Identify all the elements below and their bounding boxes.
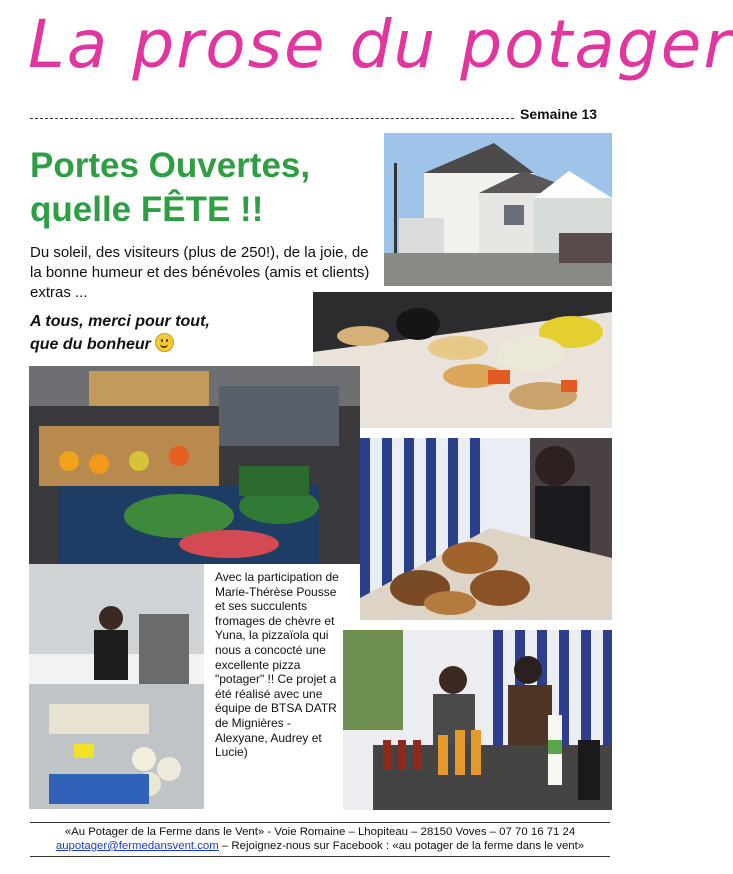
photo-farm-building <box>384 133 612 286</box>
headline <box>30 144 360 232</box>
photo-cheese-stand <box>29 564 204 809</box>
thanks-line-2: que du bonheur <box>30 336 151 353</box>
newsletter-title: La prose du potager <box>28 6 733 83</box>
email-link[interactable]: aupotager@fermedansvent.com <box>55 840 219 852</box>
facebook-text: – Rejoignez-nous sur Facebook : «au potager de la ferme dans le vent» <box>218 840 585 852</box>
headline-line-1: Portes Ouvertes, <box>30 146 311 185</box>
headline-line-2: quelle FÊTE !! <box>30 190 264 229</box>
header-divider <box>30 118 514 119</box>
week-label: Semaine 13 <box>520 106 598 122</box>
footer-address: «Au Potager de la Ferme dans le Vent» - Voie Romaine – Lhopiteau – 28150 Voves – 07 70 16 71 24 <box>64 826 576 838</box>
intro-text: Du soleil, des visiteurs (plus de 250!), de la joie, de la bonne humeur et des bénévoles (amis et clients) extras ... <box>30 244 370 301</box>
footer-contact <box>30 840 610 852</box>
photo-vegetable-stall <box>29 366 360 564</box>
photo-drinks-stand <box>343 630 612 810</box>
footer-bottom-divider <box>30 856 610 857</box>
thanks-line-1: A tous, merci pour tout, <box>30 313 210 330</box>
smiley-icon <box>155 333 174 352</box>
photo-caption: Avec la participation de Marie-Thérèse Pousse et ses succulents fromages de chèvre et Yuna, la pizzaïola qui nous a concocté une excellente pizza "potager" !! Ce projet a été réalisé avec une équipe de BTSA DATR de Mignières - Alexyane, Audrey et Lucie) <box>215 570 339 760</box>
footer-divider <box>30 822 610 823</box>
thanks-text <box>30 311 290 356</box>
photo-bread-stand <box>360 438 612 620</box>
